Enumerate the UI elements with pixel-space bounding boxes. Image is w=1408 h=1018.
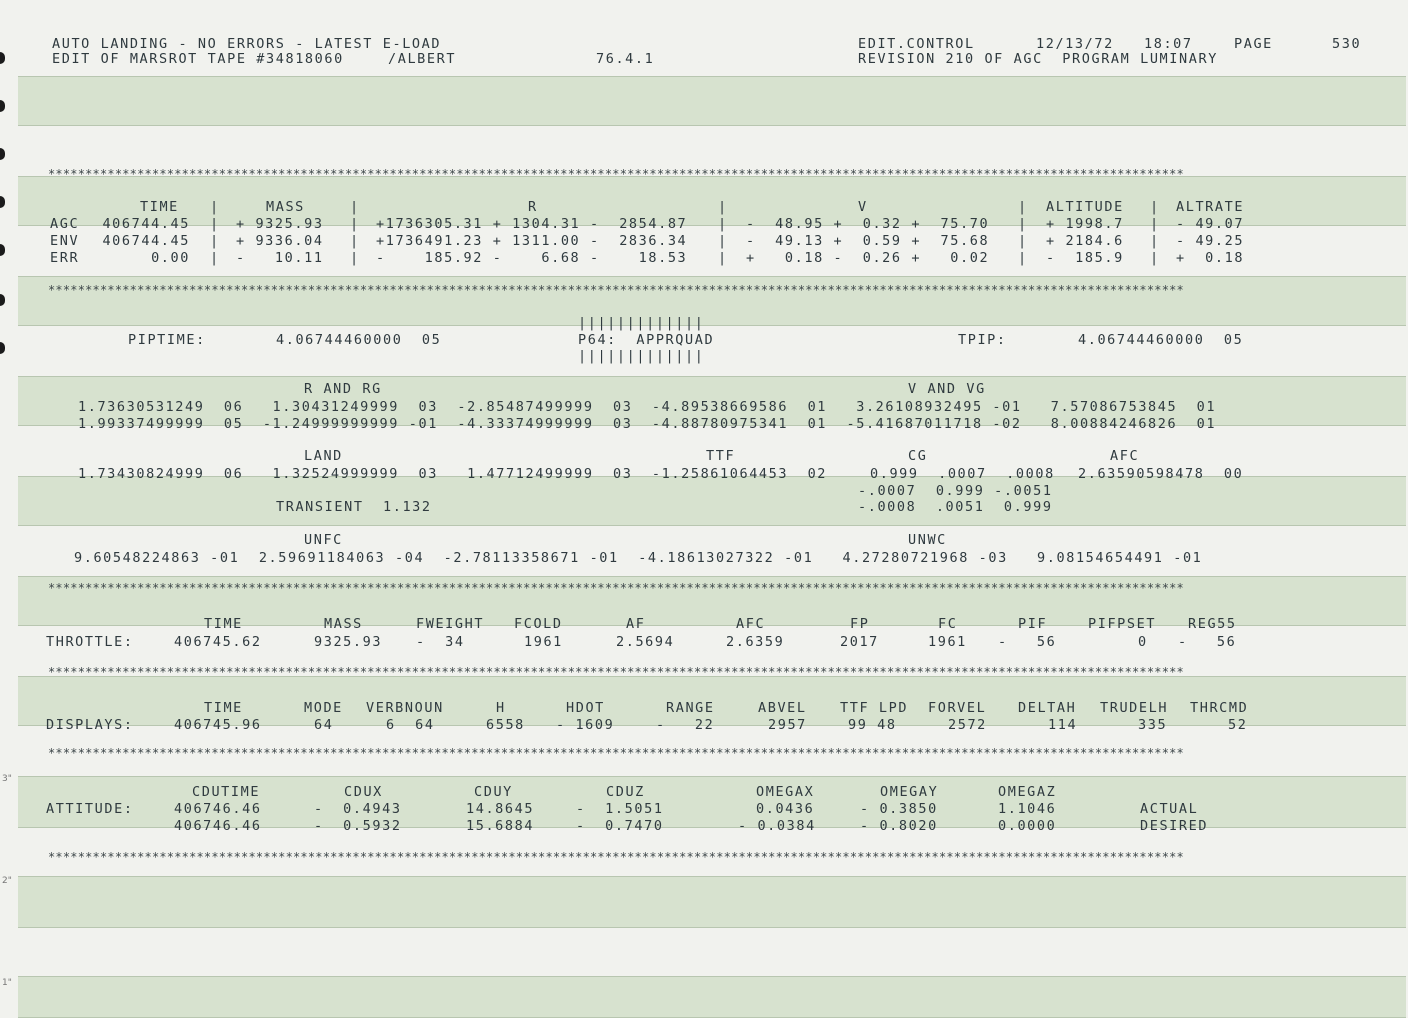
col-sep: | [718,216,728,232]
tv-pif: - 56 [998,634,1057,650]
tv-time: 406745.62 [174,634,262,650]
dv2-cdutime: 406746.46 [174,818,262,834]
margin-mark: 2" [2,876,12,886]
dv2-omegaz: 0.0000 [998,818,1057,834]
col-sep: | [1150,233,1160,249]
dh-mode: MODE [304,700,343,716]
ah-cduy: CDUY [474,784,513,800]
margin-mark: 3" [2,774,12,784]
col-sep: | [718,199,728,215]
row-r: +1736305.31 + 1304.31 - 2854.87 [376,216,688,232]
header-version: 76.4.1 [596,51,655,67]
dv2-cdux: - 0.5932 [314,818,402,834]
dv-deltah: 114 [1048,717,1078,733]
dh-trudelh: TRUDELH [1100,700,1169,716]
col-sep: | [1018,233,1028,249]
star-rule: ********************************************************************************************************************************************************* [48,283,1184,297]
program-p64: P64: APPRQUAD [578,332,715,348]
header-page-number: 530 [1332,36,1362,52]
av-omegay: - 0.3850 [860,801,938,817]
col-header-time: TIME [140,199,179,215]
tv-reg55: - 56 [1178,634,1237,650]
row-alt: - 185.9 [1046,250,1124,266]
piptime-value: 4.06744460000 05 [276,332,442,348]
dv-hdot: - 1609 [556,717,615,733]
unfc-label: UNFC [304,532,343,548]
col-sep: | [1018,216,1028,232]
star-rule: ********************************************************************************************************************************************************* [48,746,1184,760]
green-band [18,876,1406,928]
col-sep: | [350,233,360,249]
unit-vector-row: 9.60548224863 -01 2.59691184063 -04 -2.78113358671 -01 -4.18613027322 -01 4.27280721968 -03 9.08154654491 -01 [74,550,1203,566]
row-r: +1736491.23 + 1311.00 - 2836.34 [376,233,688,249]
th-fp: FP [850,616,870,632]
dh-verbnoun: VERBNOUN [366,700,444,716]
ah-cdux: CDUX [344,784,383,800]
av-cduy: 14.8645 [466,801,535,817]
dh-thrcmd: THRCMD [1190,700,1249,716]
av-cdutime: 406746.46 [174,801,262,817]
th-fcold: FCOLD [514,616,563,632]
av-cdux: - 0.4943 [314,801,402,817]
row-v: - 48.95 + 0.32 + 75.70 [746,216,990,232]
av-omegax: 0.0436 [756,801,815,817]
dh-h: H [496,700,506,716]
row-time: 0.00 [151,250,190,266]
col-sep: | [210,216,220,232]
vector-row-1: 1.73630531249 06 1.30431249999 03 -2.85487499999 03 -4.89538669586 01 3.26108932495 -01 7.57086753845 01 [78,399,1217,415]
star-rule: ********************************************************************************************************************************************************* [48,665,1184,679]
row-label: ENV [50,233,80,249]
cg-label: CG [908,448,928,464]
afc-value: 2.63590598478 00 [1078,466,1244,482]
bar-row: ||||||||||||| [578,348,705,364]
col-sep: | [210,199,220,215]
green-band [18,76,1406,126]
star-rule: ********************************************************************************************************************************************************* [48,581,1184,595]
col-sep: | [350,250,360,266]
dh-time: TIME [204,700,243,716]
dv-ttf-lpd: 99 48 [848,717,897,733]
vector-row-2: 1.99337499999 05 -1.24999999999 -01 -4.33374999999 03 -4.88780975341 01 -5.41687011718 -02 8.00884246826 01 [78,416,1217,432]
desired-label: DESIRED [1140,818,1209,834]
tv-pifpset: 0 [1138,634,1148,650]
cg-row-3: -.0008 .0051 0.999 [858,499,1053,515]
header-tape: EDIT OF MARSROT TAPE #34818060 [52,51,344,67]
displays-label: DISPLAYS: [46,717,134,733]
row-altrate: + 0.18 [1176,250,1245,266]
dh-forvel: FORVEL [928,700,987,716]
dv2-omegay: - 0.8020 [860,818,938,834]
ttf-label: TTF [706,448,736,464]
star-rule: ********************************************************************************************************************************************************* [48,850,1184,864]
col-header-r: R [528,199,538,215]
row-label: ERR [50,250,80,266]
land-label: LAND [304,448,343,464]
green-band [18,476,1406,526]
row-time: 406744.45 [102,233,190,249]
green-band [18,976,1406,1018]
star-rule: ********************************************************************************************************************************************************* [48,167,1184,181]
dv-h: 6558 [486,717,525,733]
dv-forvel: 2572 [948,717,987,733]
col-sep: | [718,233,728,249]
bar-row: ||||||||||||| [578,315,705,331]
tv-fcold: 1961 [524,634,563,650]
row-alt: + 1998.7 [1046,216,1124,232]
ah-cduz: CDUZ [606,784,645,800]
col-sep: | [350,216,360,232]
col-sep: | [350,199,360,215]
col-header-altitude: ALTITUDE [1046,199,1124,215]
margin-mark: 1" [2,978,12,988]
land-row: 1.73430824999 06 1.32524999999 03 1.47712499999 03 -1.25861064453 02 [78,466,828,482]
th-time: TIME [204,616,243,632]
row-alt: + 2184.6 [1046,233,1124,249]
th-fc: FC [938,616,958,632]
col-sep: | [1018,250,1028,266]
av-omegaz: 1.1046 [998,801,1057,817]
av-cduz: - 1.5051 [576,801,664,817]
row-mass: + 9325.93 [236,216,324,232]
ah-omegaz: OMEGAZ [998,784,1057,800]
actual-label: ACTUAL [1140,801,1199,817]
row-time: 406744.45 [102,216,190,232]
header-time: 18:07 [1144,36,1193,52]
piptime-label: PIPTIME: [128,332,206,348]
col-header-v: V [858,199,868,215]
th-mass: MASS [324,616,363,632]
col-sep: | [1150,216,1160,232]
col-header-altrate: ALTRATE [1176,199,1245,215]
dv-verbnoun: 6 64 [386,717,435,733]
th-fweight: FWEIGHT [416,616,485,632]
dv-range: - 22 [656,717,715,733]
dv2-cduy: 15.6884 [466,818,535,834]
tv-mass: 9325.93 [314,634,383,650]
tv-afc: 2.6359 [726,634,785,650]
th-pifpset: PIFPSET [1088,616,1157,632]
dh-deltah: DELTAH [1018,700,1077,716]
row-altrate: - 49.25 [1176,233,1245,249]
tv-af: 2.5694 [616,634,675,650]
col-sep: | [1150,250,1160,266]
header-name: /ALBERT [388,51,457,67]
col-sep: | [210,233,220,249]
tv-fweight: - 34 [416,634,465,650]
ah-omegax: OMEGAX [756,784,815,800]
dv-abvel: 2957 [768,717,807,733]
ah-cdutime: CDUTIME [192,784,261,800]
unwc-label: UNWC [908,532,947,548]
th-af: AF [626,616,646,632]
tv-fc: 1961 [928,634,967,650]
dv2-omegax: - 0.0384 [738,818,816,834]
ah-omegay: OMEGAY [880,784,939,800]
dv-time: 406745.96 [174,717,262,733]
transient: TRANSIENT 1.132 [276,499,432,515]
col-header-mass: MASS [266,199,305,215]
tpip-label: TPIP: [958,332,1007,348]
row-mass: + 9336.04 [236,233,324,249]
col-sep: | [718,250,728,266]
dv-trudelh: 335 [1138,717,1168,733]
col-sep: | [1018,199,1028,215]
col-sep: | [1150,199,1160,215]
dh-range: RANGE [666,700,715,716]
r-and-rg-label: R AND RG [304,381,382,397]
dv-thrcmd: 52 [1228,717,1248,733]
row-v: - 49.13 + 0.59 + 75.68 [746,233,990,249]
row-altrate: - 49.07 [1176,216,1245,232]
row-label: AGC [50,216,80,232]
col-sep: | [210,250,220,266]
header-edit-control: EDIT.CONTROL [858,36,975,52]
dv2-cduz: - 0.7470 [576,818,664,834]
afc-label: AFC [1110,448,1140,464]
dh-abvel: ABVEL [758,700,807,716]
dv-mode: 64 [314,717,334,733]
throttle-label: THROTTLE: [46,634,134,650]
row-v: + 0.18 - 0.26 + 0.02 [746,250,990,266]
header-title: AUTO LANDING - NO ERRORS - LATEST E-LOAD [52,36,442,52]
header-page-label: PAGE [1234,36,1273,52]
row-mass: - 10.11 [236,250,324,266]
v-and-vg-label: V AND VG [908,381,986,397]
dh-hdot: HDOT [566,700,605,716]
cg-row-2: -.0007 0.999 -.0051 [858,483,1053,499]
th-afc: AFC [736,616,766,632]
cg-row-1: 0.999 .0007 .0008 [870,466,1055,482]
header-date: 12/13/72 [1036,36,1114,52]
attitude-label: ATTITUDE: [46,801,134,817]
tv-fp: 2017 [840,634,879,650]
row-r: - 185.92 - 6.68 - 18.53 [376,250,688,266]
dh-ttf-lpd: TTF LPD [840,700,909,716]
header-revision: REVISION 210 OF AGC PROGRAM LUMINARY [858,51,1218,67]
th-pif: PIF [1018,616,1048,632]
th-reg55: REG55 [1188,616,1237,632]
tpip-value: 4.06744460000 05 [1078,332,1244,348]
